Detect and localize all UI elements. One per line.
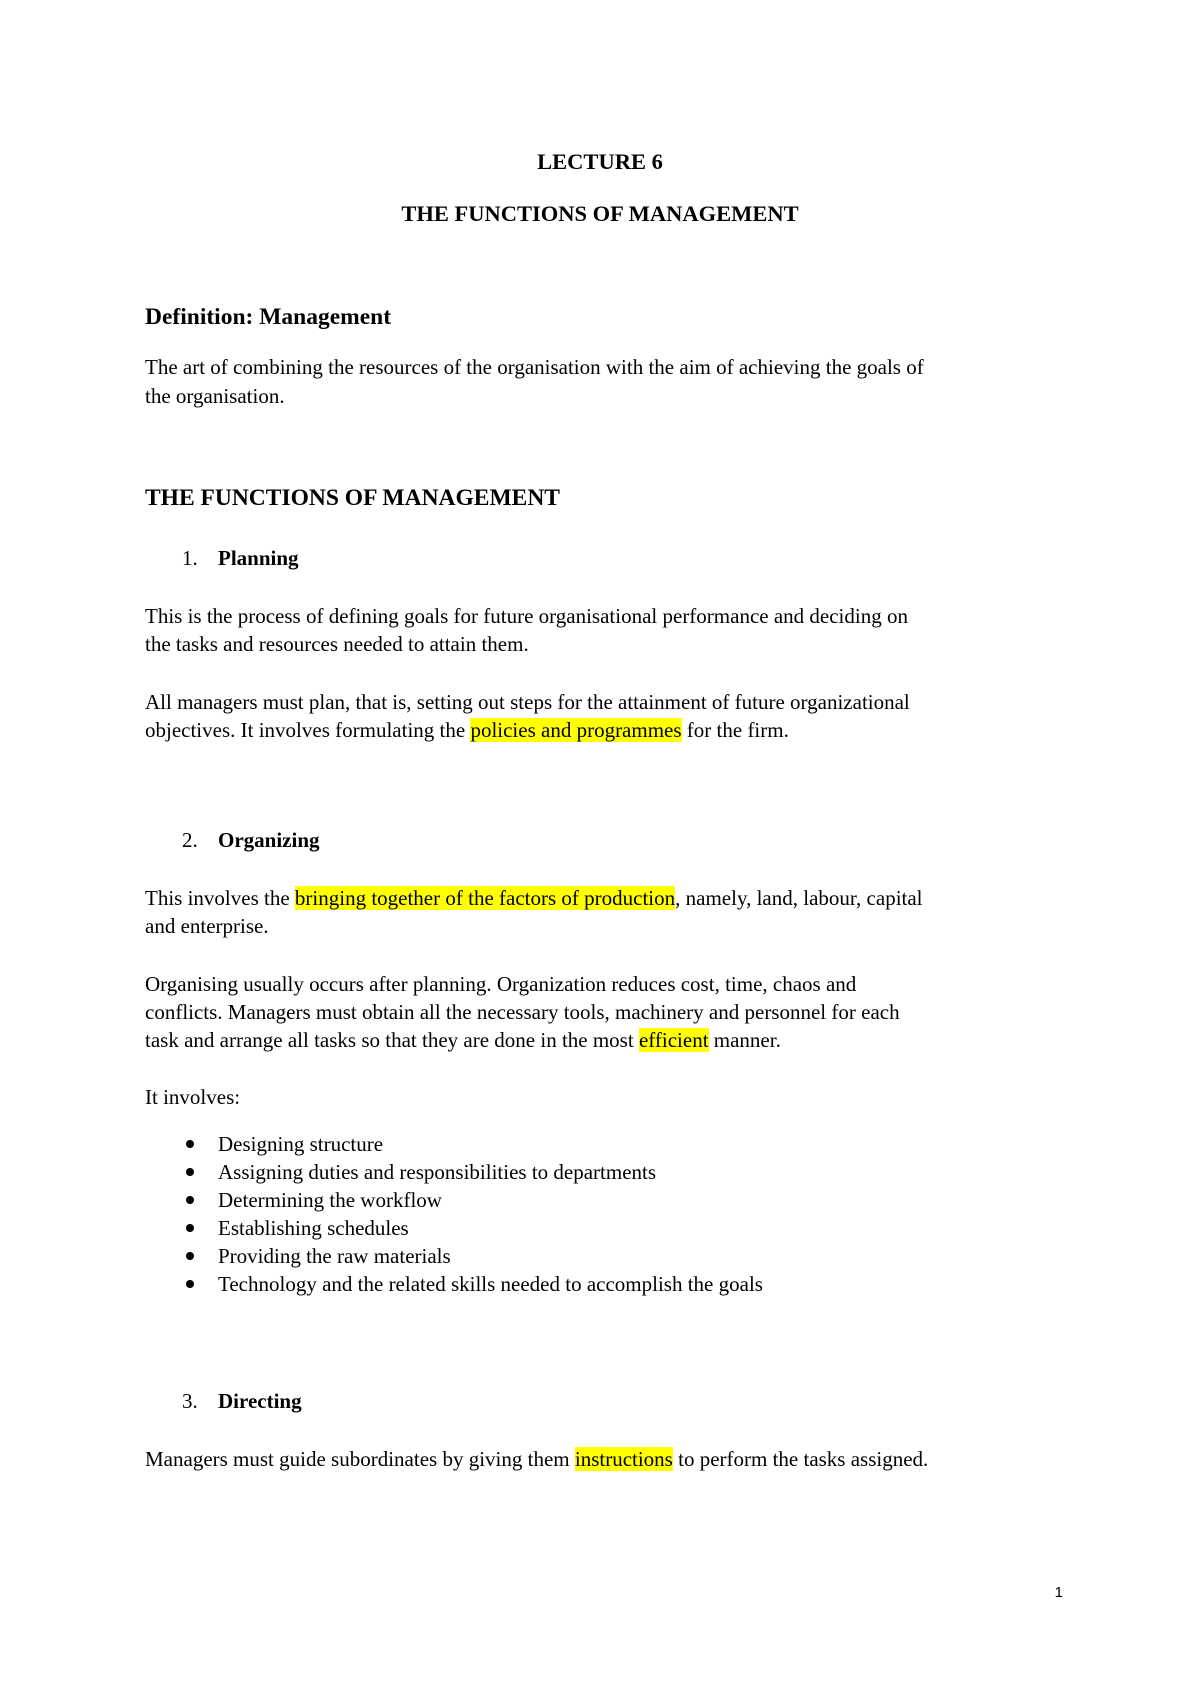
bullet-dot — [186, 1168, 194, 1176]
organizing-p2-text-before: task and arrange all tasks so that they are done in the most — [145, 1028, 639, 1052]
definition-text-line-2: the organisation. — [145, 384, 285, 408]
organizing-p2-text-after: manner. — [708, 1028, 781, 1052]
highlight-instructions: instructions — [574, 1447, 673, 1471]
definition-text-line-1: The art of combining the resources of the organisation with the aim of achieving the goals of — [145, 355, 924, 379]
bullet-dot — [186, 1252, 194, 1260]
planning-title: Planning — [218, 546, 299, 570]
list-item: Designing structure — [182, 1130, 763, 1158]
organizing-p2-line-2: conflicts. Managers must obtain all the necessary tools, machinery and personnel for each — [145, 1000, 900, 1024]
planning-p2-text-before: objectives. It involves formulating the — [145, 718, 471, 742]
directing-title: Directing — [218, 1389, 302, 1413]
page-number: 1 — [1054, 1584, 1063, 1601]
highlight-factors: bringing together of the factors of production — [294, 886, 676, 910]
definition-heading: Definition: Management — [145, 304, 392, 330]
planning-number: 1. — [182, 546, 198, 570]
directing-p1 — [145, 1445, 1075, 1473]
organizing-p1-text-after: , namely, land, labour, capital — [675, 886, 923, 910]
directing-number: 3. — [182, 1389, 198, 1413]
organizing-bullet-list — [182, 1130, 763, 1298]
lecture-title: LECTURE 6 — [537, 149, 663, 174]
bullet-dot — [186, 1196, 194, 1204]
directing-p1-text-before: Managers must guide subordinates by giving them — [145, 1447, 575, 1471]
organizing-p1-text-before: This involves the — [145, 886, 295, 910]
planning-p2-line-2 — [145, 716, 1075, 744]
planning-p1-line-2: the tasks and resources needed to attain them. — [145, 632, 529, 656]
highlight-efficient: efficient — [638, 1028, 709, 1052]
planning-heading — [182, 544, 299, 572]
organizing-p2-line-1: Organising usually occurs after planning. Organization reduces cost, time, chaos and — [145, 972, 857, 996]
organizing-heading — [182, 826, 320, 854]
highlight-policies: policies and programmes — [470, 718, 682, 742]
lecture-subtitle: THE FUNCTIONS OF MANAGEMENT — [401, 201, 799, 226]
planning-p1-line-1: This is the process of defining goals for future organisational performance and deciding on — [145, 604, 908, 628]
bullet-dot — [186, 1140, 194, 1148]
organizing-p1-line-2: and enterprise. — [145, 914, 269, 938]
organizing-title: Organizing — [218, 828, 320, 852]
list-item: Providing the raw materials — [182, 1242, 763, 1270]
list-item: Determining the workflow — [182, 1186, 763, 1214]
organizing-p1-line-1 — [145, 884, 1075, 912]
bullet-dot — [186, 1224, 194, 1232]
list-item: Assigning duties and responsibilities to departments — [182, 1158, 763, 1186]
list-item: Technology and the related skills needed to accomplish the goals — [182, 1270, 763, 1298]
directing-heading — [182, 1387, 302, 1415]
list-item: Establishing schedules — [182, 1214, 763, 1242]
functions-heading: THE FUNCTIONS OF MANAGEMENT — [145, 485, 560, 511]
planning-p2-line-1: All managers must plan, that is, setting out steps for the attainment of future organizational — [145, 690, 910, 714]
planning-p2-text-after: for the firm. — [681, 718, 789, 742]
organizing-number: 2. — [182, 828, 198, 852]
directing-p1-text-after: to perform the tasks assigned. — [672, 1447, 929, 1471]
organizing-p2-line-3 — [145, 1026, 1075, 1054]
organizing-involves-label: It involves: — [145, 1085, 241, 1109]
bullet-dot — [186, 1280, 194, 1288]
